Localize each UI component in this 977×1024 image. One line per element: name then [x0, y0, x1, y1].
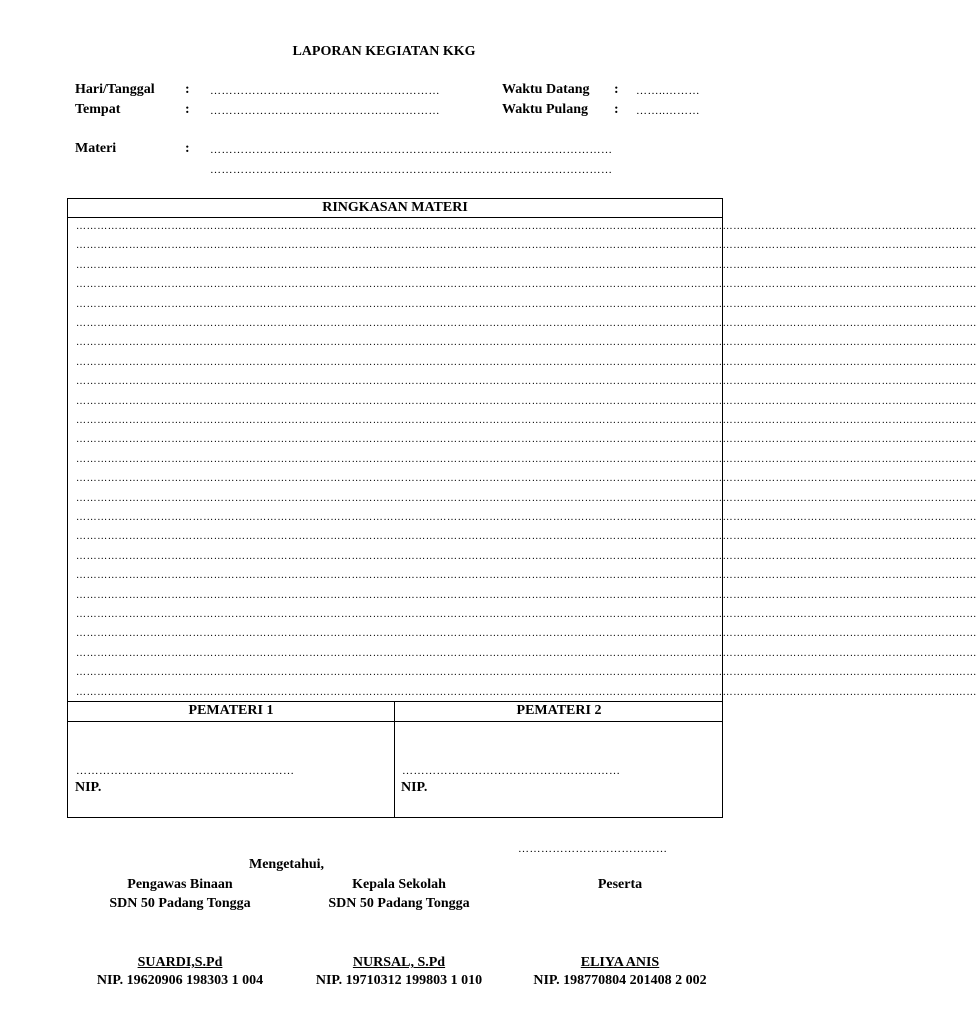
pemateri-1-nip: NIP. — [75, 780, 102, 795]
speakers-divider — [68, 701, 722, 702]
page-title: LAPORAN KEGIATAN KKG — [292, 44, 476, 59]
hari-tanggal-colon: : — [185, 82, 190, 97]
peserta-nip: NIP. 198770804 201408 2 002 — [533, 973, 707, 988]
materi-field-line-1[interactable]: …………………………………………………………………………………………… — [210, 144, 613, 156]
summary-dotted-line[interactable]: ………………………………………………………………………………………………………………………………………………………………………………………………………………………………… — [76, 376, 977, 388]
materi-colon: : — [185, 141, 190, 156]
summary-dotted-line[interactable]: ………………………………………………………………………………………………………………………………………………………………………………………………………………………………… — [76, 609, 977, 620]
summary-dotted-line[interactable]: ………………………………………………………………………………………………………………………………………………………………………………………………………………………………… — [76, 550, 977, 562]
summary-dotted-line[interactable]: ………………………………………………………………………………………………………………………………………………………………………………………………………………………………… — [76, 686, 977, 698]
summary-dotted-line[interactable]: ………………………………………………………………………………………………………………………………………………………………………………………………………………………………… — [76, 356, 977, 368]
pemateri-2-signature-line[interactable]: ………………………………………………… — [402, 765, 621, 777]
summary-dotted-line[interactable]: ………………………………………………………………………………………………………………………………………………………………………………………………………………………………… — [76, 259, 977, 271]
pengawas-name: SUARDI,S.Pd — [137, 955, 223, 970]
pengawas-role: Pengawas Binaan — [127, 877, 233, 892]
tempat-field[interactable]: …………………………………………………… — [210, 105, 440, 117]
summary-dotted-line[interactable]: ………………………………………………………………………………………………………………………………………………………………………………………………………………………………… — [76, 298, 977, 310]
summary-dotted-line[interactable]: ………………………………………………………………………………………………………………………………………………………………………………………………………………………………… — [76, 473, 977, 485]
summary-dotted-line[interactable]: ………………………………………………………………………………………………………………………………………………………………………………………………………………………………… — [76, 492, 977, 504]
summary-box — [67, 198, 977, 818]
summary-dotted-line[interactable]: ………………………………………………………………………………………………………………………………………………………………………………………………………………………………… — [76, 531, 977, 543]
pemateri-2-nip: NIP. — [401, 780, 428, 795]
summary-dotted-line[interactable]: ………………………………………………………………………………………………………………………………………………………………………………………………………………………………… — [76, 434, 977, 446]
tempat-colon: : — [185, 102, 190, 117]
summary-dotted-line[interactable]: ………………………………………………………………………………………………………………………………………………………………………………………………………………………………… — [76, 318, 977, 329]
summary-dotted-line[interactable]: ………………………………………………………………………………………………………………………………………………………………………………………………………………………………… — [76, 279, 977, 291]
waktu-datang-field[interactable]: ……..……… — [636, 85, 700, 97]
waktu-pulang-label: Waktu Pulang — [502, 102, 588, 117]
kepala-sekolah-name: NURSAL, S.Pd — [352, 955, 446, 970]
pemateri-1-signature-line[interactable]: ………………………………………………… — [76, 765, 295, 777]
summary-dotted-line[interactable]: ………………………………………………………………………………………………………………………………………………………………………………………………………………………………… — [76, 667, 977, 679]
waktu-pulang-field[interactable]: ……..……… — [636, 105, 700, 117]
summary-dotted-line[interactable]: ………………………………………………………………………………………………………………………………………………………………………………………………………………………………… — [76, 589, 977, 601]
hari-tanggal-field[interactable]: …………………………………………………… — [210, 85, 440, 97]
hari-tanggal-label: Hari/Tanggal — [75, 82, 155, 97]
heading-divider — [68, 217, 722, 218]
summary-dotted-line[interactable]: ………………………………………………………………………………………………………………………………………………………………………………………………………………………………… — [76, 647, 977, 659]
kepala-sekolah-school: SDN 50 Padang Tongga — [328, 896, 470, 911]
kepala-sekolah-role: Kepala Sekolah — [352, 877, 446, 892]
summary-dotted-line[interactable]: ………………………………………………………………………………………………………………………………………………………………………………………………………………………………… — [76, 415, 977, 426]
speakers-heading-divider — [68, 721, 722, 722]
summary-dotted-line[interactable]: ………………………………………………………………………………………………………………………………………………………………………………………………………………………………… — [76, 337, 977, 349]
pemateri-2-heading: PEMATERI 2 — [516, 703, 602, 718]
summary-dotted-line[interactable]: ………………………………………………………………………………………………………………………………………………………………………………………………………………………………… — [76, 453, 977, 465]
summary-dotted-line[interactable]: ………………………………………………………………………………………………………………………………………………………………………………………………………………………………… — [76, 512, 977, 523]
pengawas-school: SDN 50 Padang Tongga — [109, 896, 251, 911]
materi-field-line-2[interactable]: …………………………………………………………………………………………… — [210, 164, 613, 176]
peserta-name: ELIYA ANIS — [580, 955, 660, 970]
date-field[interactable]: ………………………………… — [518, 843, 668, 855]
summary-dotted-line[interactable]: ………………………………………………………………………………………………………………………………………………………………………………………………………………………………… — [76, 395, 977, 407]
ringkasan-heading: RINGKASAN MATERI — [322, 200, 468, 215]
summary-dotted-line[interactable]: ………………………………………………………………………………………………………………………………………………………………………………………………………………………………… — [76, 570, 977, 582]
waktu-pulang-colon: : — [614, 102, 619, 117]
peserta-role: Peserta — [597, 877, 643, 892]
summary-dotted-line[interactable]: ………………………………………………………………………………………………………………………………………………………………………………………………………………………………… — [76, 240, 977, 252]
mengetahui-label: Mengetahui, — [249, 857, 325, 872]
tempat-label: Tempat — [75, 102, 121, 117]
pemateri-1-heading: PEMATERI 1 — [188, 703, 274, 718]
materi-label: Materi — [75, 141, 117, 156]
summary-dotted-line[interactable]: ………………………………………………………………………………………………………………………………………………………………………………………………………………………………… — [76, 628, 977, 640]
summary-dotted-line[interactable]: ………………………………………………………………………………………………………………………………………………………………………………………………………………………………… — [76, 221, 977, 232]
pengawas-nip: NIP. 19620906 198303 1 004 — [96, 973, 264, 988]
waktu-datang-label: Waktu Datang — [502, 82, 590, 97]
kepala-sekolah-nip: NIP. 19710312 199803 1 010 — [315, 973, 483, 988]
waktu-datang-colon: : — [614, 82, 619, 97]
